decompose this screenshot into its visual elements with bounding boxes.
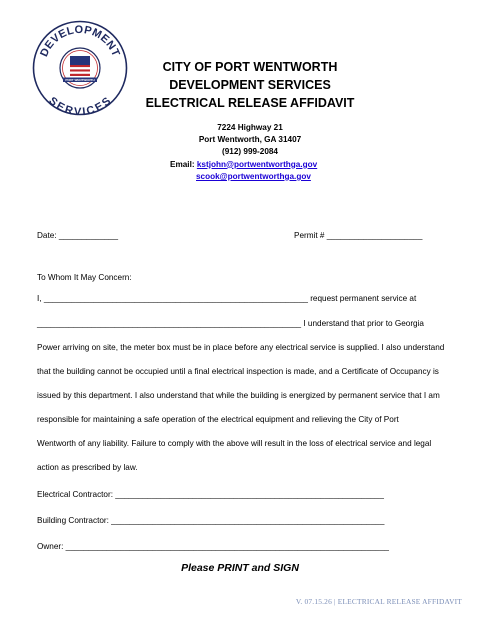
contact-block [160, 122, 340, 183]
affidavit-paragraph-line: responsible for maintaining a safe operation of the electrical equipment and relieving the City of Port [37, 415, 399, 424]
affidavit-paragraph-line: that the building cannot be occupied until a final electrical inspection is made, and a Certificate of Occupancy is [37, 367, 439, 376]
affidavit-paragraph-line: Wentworth of any liability. Failure to comply with the above will result in the loss of electrical service and legal [37, 439, 432, 448]
email-row-2 [160, 171, 340, 183]
salutation: To Whom It May Concern: [37, 273, 132, 282]
header-document-title: ELECTRICAL RELEASE AFFIDAVIT [145, 96, 355, 110]
affidavit-paragraph-line: Power arriving on site, the meter box must be in place before any electrical service is supplied. I also understand [37, 343, 445, 352]
document-header [120, 58, 380, 112]
permit-field[interactable]: Permit # _____________________ [294, 231, 423, 240]
address-city: Port Wentworth, GA 31407 [198, 135, 302, 145]
building-contractor-field[interactable]: Building Contractor: ____________________________________________________________ [37, 516, 385, 525]
affidavit-paragraph-line: action as prescribed by law. [37, 463, 138, 472]
address-phone: (912) 999-2084 [222, 147, 278, 157]
seal-bottom-text: SERVICES [46, 94, 114, 116]
seal-inner-text: PORT WENTWORTH [65, 77, 95, 82]
affidavit-paragraph-line: issued by this department. I also understand that while the building is energized by permanent service that I am [37, 391, 440, 400]
email-row [160, 159, 340, 171]
date-field[interactable]: Date: _____________ [37, 231, 119, 240]
owner-field[interactable]: Owner: _______________________________________________________________________ [37, 542, 389, 551]
seal-top-text: DEVELOPMENT [38, 23, 122, 59]
electrical-contractor-field[interactable]: Electrical Contractor: ___________________________________________________________ [37, 490, 384, 499]
development-services-seal [32, 20, 128, 116]
address-line[interactable]: __________________________________________________________ I understand that prior to Georgia [37, 319, 424, 328]
name-service-line[interactable]: I, __________________________________________________________ request permanent service at [37, 294, 417, 303]
address-street: 7224 Highway 21 [217, 123, 283, 132]
email-link-scook[interactable]: scook@portwentworthga.gov [196, 171, 311, 181]
print-and-sign-note: Please PRINT and SIGN [181, 562, 299, 574]
footer-version: V. 07.15.26 | ELECTRICAL RELEASE AFFIDAVIT [295, 597, 462, 606]
header-department: DEVELOPMENT SERVICES [169, 78, 331, 92]
email-link-kstjohn[interactable]: kstjohn@portwentworthga.gov [196, 159, 318, 169]
email-label: Email: [170, 159, 197, 169]
header-city: CITY OF PORT WENTWORTH [162, 60, 338, 74]
